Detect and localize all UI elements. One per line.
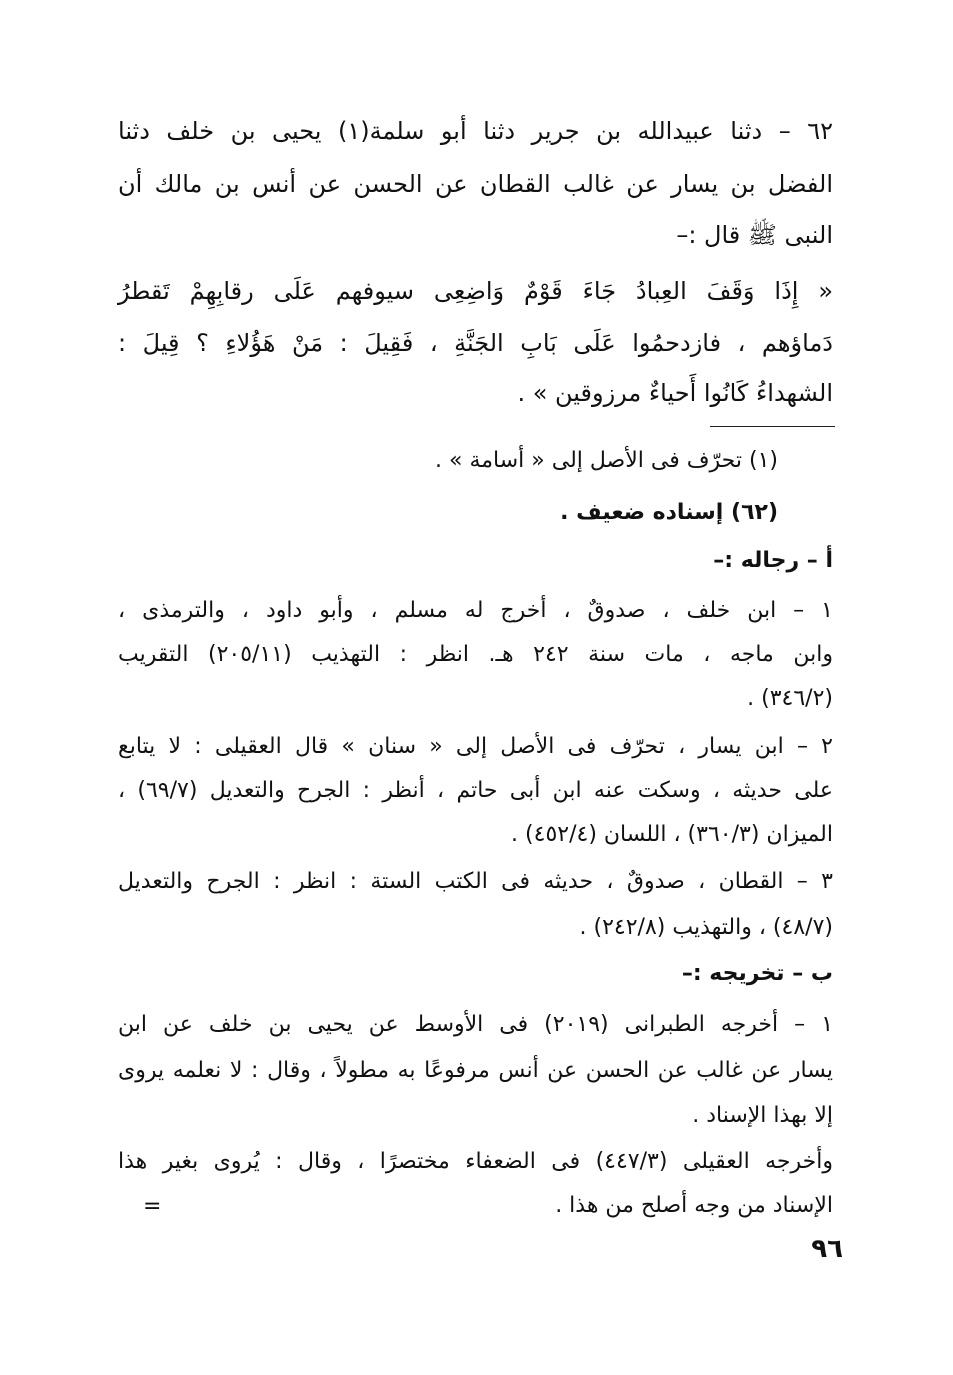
- rijal-2-line-2: على حديثه ، وسكت عنه ابن أبى حاتم ، أنظر : الجرح والتعديل (٦٩/٧) ،: [118, 778, 833, 803]
- rijal-2-line-1: ٢ – ابن يسار ، تحرّف فى الأصل إلى « سنان » قال العقيلى : لا يتابع: [118, 734, 833, 759]
- hadith-matn-line-1: « إِذَا وَقَفَ العِبادُ جَاءَ قَوْمٌ وَاضِعِى سيوفهم عَلَى رقابِهِمْ تَقطرُ: [118, 277, 833, 305]
- hadith-line-2: الفضل بن يسار عن غالب القطان عن الحسن عن أنس بن مالك أن: [118, 170, 833, 198]
- rijal-1-line-1: ١ – ابن خلف ، صدوقٌ ، أخرج له مسلم ، وأبو داود ، والترمذى ،: [118, 598, 833, 623]
- rijal-2-line-3: الميزان (٣٦٠/٣) ، اللسان (٤٥٢/٤) .: [511, 822, 833, 847]
- footnote-62: (٦٢) إسناده ضعيف .: [560, 500, 778, 525]
- rijal-1-line-3: (٣٤٦/٢) .: [747, 686, 833, 711]
- takhrij-2-line-1: وأخرجه العقيلى (٤٤٧/٣) فى الضعفاء مختصرًا ، وقال : يُروى بغير هذا: [118, 1149, 833, 1174]
- rijal-3-line-2: (٤٨/٧) ، والتهذيب (٢٤٢/٨) .: [579, 915, 833, 940]
- takhrij-1-line-1: ١ – أخرجه الطبرانى (٢٠١٩) فى الأوسط عن يحيى بن خلف عن ابن: [118, 1012, 834, 1037]
- takhrij-1-line-2: يسار عن غالب عن الحسن عن أنس مرفوعًا به مطولاً ، وقال : لا نعلمه يروى: [118, 1058, 833, 1083]
- hadith-line-3: النبى ﷺ قال :–: [676, 221, 833, 249]
- rijal-1-line-2: وابن ماجه ، مات سنة ٢٤٢ هـ. انظر : التهذيب (٢٠٥/١١) التقريب: [118, 642, 833, 667]
- page-number: ٩٦: [811, 1234, 843, 1264]
- hadith-line-1: ٦٢ – دثنا عبيدالله بن جرير دثنا أبو سلمة(١) يحيى بن خلف دثنا: [118, 117, 833, 145]
- footnote-separator: [710, 426, 835, 427]
- rijal-3-line-1: ٣ – القطان ، صدوقٌ ، حديثه فى الكتب الستة : انظر : الجرح والتعديل: [118, 869, 833, 894]
- takhrij-1-line-3: إلا بهذا الإسناد .: [692, 1103, 833, 1128]
- continuation-mark: =: [143, 1194, 162, 1219]
- rijal-heading: أ – رجاله :–: [713, 548, 833, 573]
- takhrij-heading: ب – تخريجه :–: [681, 961, 833, 986]
- footnote-1: (١) تحرّف فى الأصل إلى « أسامة » .: [435, 448, 778, 473]
- hadith-matn-line-2: دَماؤهم ، فازدحمُوا عَلَى بَابِ الجَنَّةِ ، فَقِيلَ : مَنْ هَؤُلاءِ ؟ قِيلَ :: [118, 329, 833, 357]
- hadith-matn-line-3: الشهداءُ كَانُوا أَحياءٌ مرزوقين » .: [517, 379, 833, 407]
- takhrij-2-line-2: الإسناد من وجه أصلح من هذا .: [555, 1193, 833, 1218]
